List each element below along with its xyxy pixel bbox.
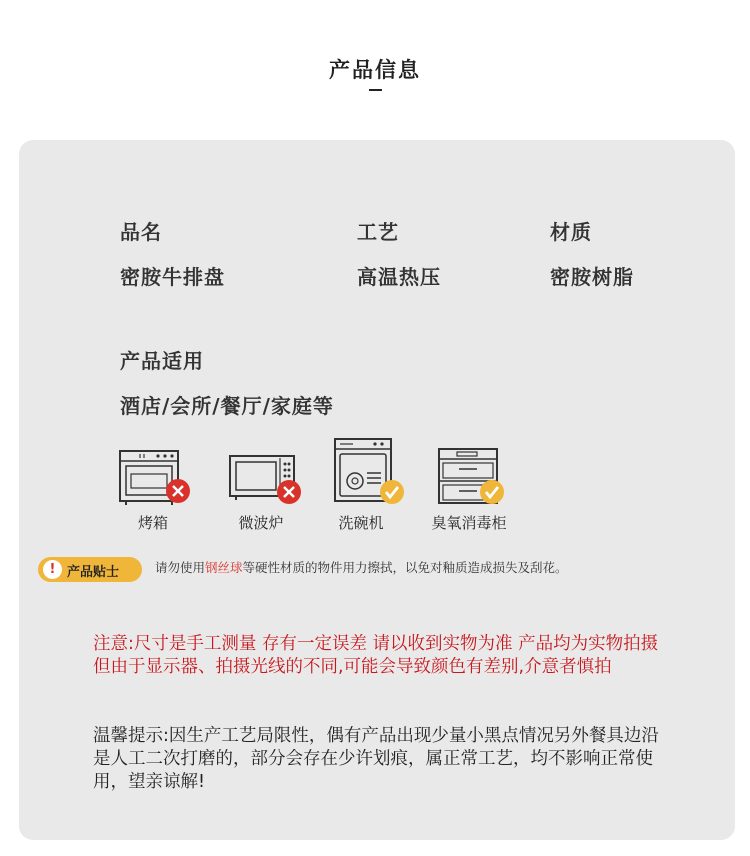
allowed-check-icon: [480, 480, 504, 504]
sterilizer-cabinet-label: 臭氧消毒柜: [431, 514, 507, 532]
allowed-check-icon: [380, 480, 404, 504]
title-underline: [369, 89, 382, 91]
notice-text: 注意:尺寸是手工测量 存有一定误差 请以收到实物为准 产品均为实物拍摄但由于显示器、拍摄光线的不同,可能会导致颜色有差别,介意者慎拍: [93, 634, 659, 677]
tips-text-after: 等硬性材质的物件用力擦拭，以免对釉质造成损失及刮花。: [242, 560, 568, 575]
microwave-label: 微波炉: [238, 514, 284, 532]
craft-value: 高温热压: [357, 265, 441, 289]
tips-text: [155, 558, 575, 577]
dishwasher-label: 洗碗机: [338, 514, 384, 532]
product-tips-badge: [38, 557, 142, 582]
material-label: 材质: [550, 220, 592, 244]
tips-text-before: 请勿使用: [155, 560, 206, 575]
craft-label: 工艺: [357, 220, 399, 244]
sterilizer-cabinet-icon: [437, 447, 513, 509]
warm-tip-text: 温馨提示:因生产工艺局限性，偶有产品出现少量小黑点情况另外餐具边沿是人工二次打磨的，部分会存在少许划痕，属正常工艺，均不影响正常使用，望亲谅解!: [93, 726, 659, 792]
exclamation-icon: !: [43, 560, 62, 579]
dishwasher-icon: [333, 437, 409, 509]
usage-label: 产品适用: [120, 349, 204, 373]
page-title: 产品信息: [329, 58, 421, 82]
microwave-icon: [228, 454, 304, 508]
name-label: 品名: [120, 220, 162, 244]
not-allowed-cross-icon: [277, 480, 301, 504]
usage-value: 酒店/会所/餐厅/家庭等: [120, 394, 334, 418]
tips-text-highlight: 钢丝球: [205, 560, 243, 575]
name-value: 密胺牛排盘: [120, 265, 225, 289]
oven-icon: [118, 449, 194, 507]
oven-label: 烤箱: [137, 514, 168, 532]
not-allowed-cross-icon: [166, 479, 190, 503]
material-value: 密胺树脂: [550, 265, 634, 289]
tips-badge-label: 产品贴士: [67, 565, 120, 580]
